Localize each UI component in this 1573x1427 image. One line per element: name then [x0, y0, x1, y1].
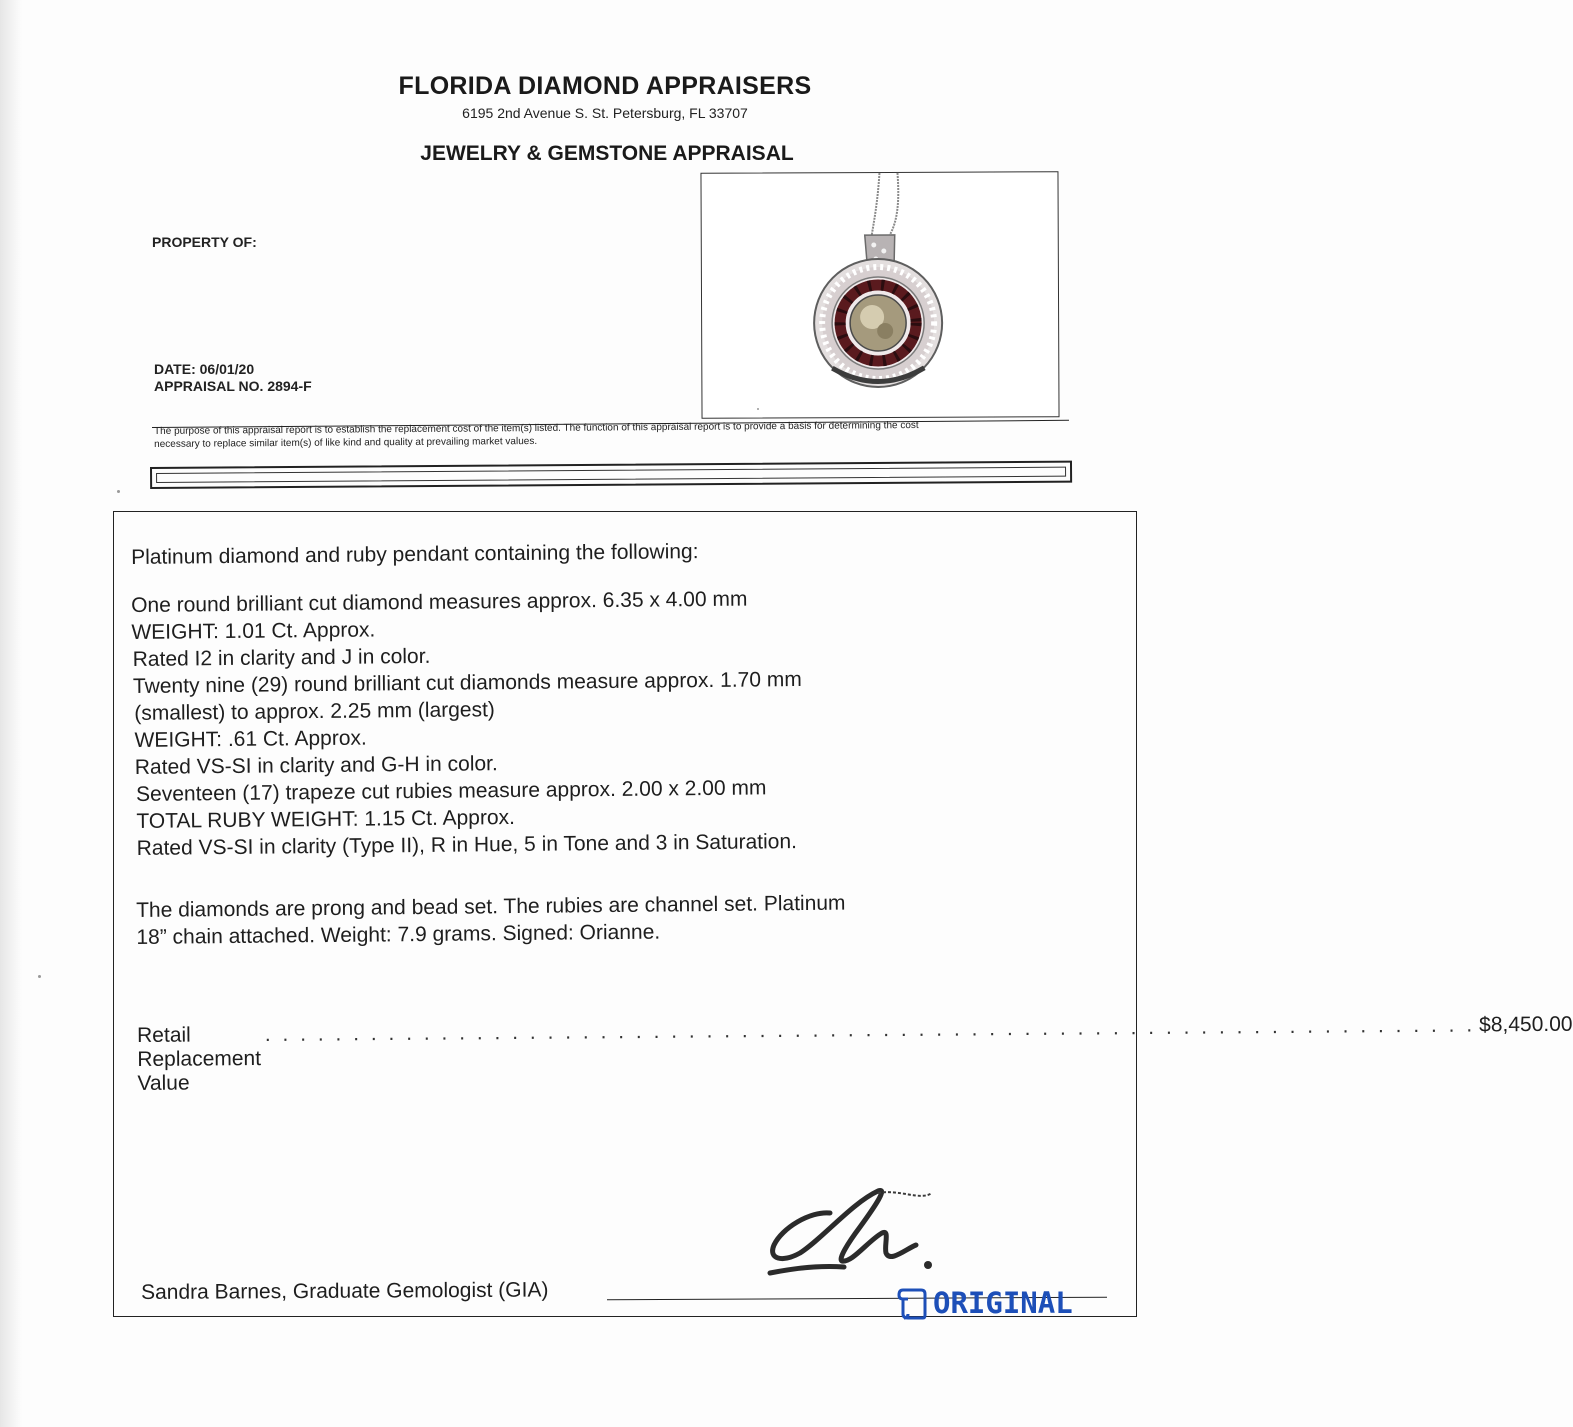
scan-edge-shadow: [0, 0, 22, 1427]
scan-speck: [117, 490, 120, 493]
pendant-photo-frame: [700, 171, 1059, 419]
setting-line: 18” chain attached. Weight: 7.9 grams. Signed: Orianne.: [136, 920, 661, 949]
spec-line: (smallest) to approx. 2.25 mm (largest): [134, 698, 495, 725]
spec-line: TOTAL RUBY WEIGHT: 1.15 Ct. Approx.: [136, 805, 516, 833]
purpose-line-1: The purpose of this appraisal report is to establish the replacement cost of the item(s) listed. The function of this appraisal report is to provide a basis for determining the cost: [154, 419, 919, 437]
leader-dots: . . . . . . . . . . . . . . . . . . . . . . . . . . . . . . . . . . . . . . . . . . . . . . . . . . . . . . . . . . . . . . . . . . . . .: [264, 1013, 1476, 1046]
date-field: DATE: 06/01/20: [154, 361, 255, 377]
company-name: FLORIDA DIAMOND APPRAISERS: [398, 72, 812, 100]
value-amount: $8,450.00: [1479, 1012, 1573, 1037]
spec-line: Rated VS-SI in clarity and G-H in color.: [134, 752, 498, 779]
spec-line: Rated VS-SI in clarity (Type II), R in Hue, 5 in Tone and 3 in Saturation.: [136, 830, 798, 860]
purpose-statement: [154, 418, 1074, 451]
scan-speck: [38, 975, 41, 978]
stamp-text: ORIGINAL: [933, 1286, 1073, 1320]
setting-line: The diamonds are prong and bead set. The rubies are channel set. Platinum: [136, 891, 846, 922]
spec-line: Seventeen (17) trapeze cut rubies measure approx. 2.00 x 2.00 mm: [135, 776, 767, 806]
handwritten-signature: [760, 1183, 950, 1283]
scan-speck: [757, 408, 759, 410]
description-box: [113, 511, 1137, 1317]
scroll-icon: [897, 1286, 927, 1320]
signatory-name: Sandra Barnes, Graduate Gemologist (GIA): [141, 1278, 549, 1304]
description-intro: Platinum diamond and ruby pendant containing the following:: [131, 540, 699, 569]
original-stamp: [897, 1286, 1073, 1320]
pendant-photo: [701, 172, 1058, 418]
spec-line: Twenty nine (29) round brilliant cut diamonds measure approx. 1.70 mm: [132, 667, 802, 698]
purpose-line-2: necessary to replace similar item(s) of like kind and quality at prevailing market values.: [154, 435, 538, 450]
property-of-label: PROPERTY OF:: [152, 234, 257, 250]
spec-line: One round brilliant cut diamond measures approx. 6.35 x 4.00 mm: [131, 587, 748, 617]
document-title: JEWELRY & GEMSTONE APPRAISAL: [420, 142, 794, 165]
spec-line: WEIGHT: .61 Ct. Approx.: [134, 726, 367, 752]
spec-line: WEIGHT: 1.01 Ct. Approx.: [131, 618, 376, 644]
appraisal-number-field: APPRAISAL NO. 2894-F: [154, 378, 312, 394]
company-address: 6195 2nd Avenue S. St. Petersburg, FL 33707: [462, 105, 748, 121]
value-label: Retail Replacement Value: [137, 1023, 262, 1095]
retail-replacement-value: [137, 1012, 1573, 1096]
spec-line: Rated I2 in clarity and J in color.: [132, 644, 431, 671]
double-rule-bar: [150, 461, 1072, 489]
